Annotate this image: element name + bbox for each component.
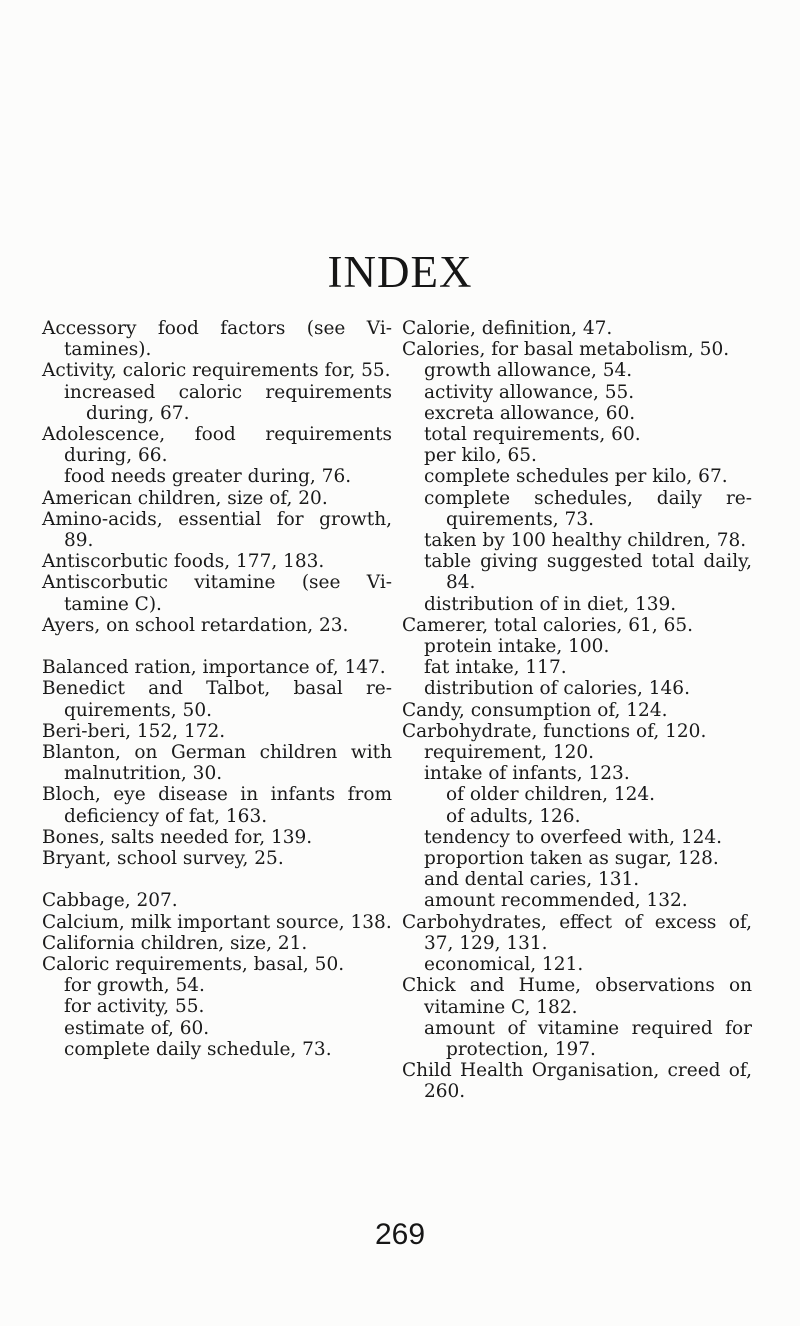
index-entry: Benedict and Talbot, basal re- quirements, 50. [42,678,392,721]
index-subentry: and dental caries, 131. [424,869,640,891]
index-entry: Carbohydrate, functions of, 120. [402,720,707,742]
index-subentry: protein intake, 100. [424,636,610,658]
index-subsubentry: of adults, 126. [446,805,581,827]
index-entry: Child Health Organisation, creed of, 260. [402,1060,752,1103]
index-entry: Beri-beri, 152, 172. [42,720,226,742]
index-entry: Bloch, eye disease in infants from deficiency of fat, 163. [42,784,392,827]
index-entry: Carbohydrates, effect of excess of, 37, 129, 131. [402,911,752,954]
index-entry: Adolescence, food requirements during, 66. [42,424,392,467]
index-subentry: proportion taken as sugar, 128. [424,848,719,870]
index-entry: Activity, caloric requirements for, 55. [42,360,391,382]
index-entry: Bryant, school survey, 25. [42,848,284,870]
left-index-column [42,318,392,1060]
index-subentry: economical, 121. [424,954,584,976]
index-entry: Amino-acids, essential for growth, 89. [42,508,392,552]
index-entry: American children, size of, 20. [42,487,328,509]
index-subentry: complete schedules per kilo, 67. [424,466,728,488]
index-entry: Cabbage, 207. [42,890,178,912]
index-subentry: growth allowance, 54. [424,360,633,382]
index-subentry: for growth, 54. [64,975,205,997]
index-subentry: distribution of in diet, 139. [424,593,677,615]
index-subentry: excreta allowance, 60. [424,402,636,424]
index-subentry: amount of vitamine required for protection, 197. [424,1017,752,1060]
right-index-column [402,318,752,1103]
index-subentry: per kilo, 65. [424,445,537,467]
index-subentry: requirement, 120. [424,742,595,764]
index-entry: Accessory food factors (see Vi- tamines). [42,318,392,361]
index-entry: Calcium, milk important source, 138. [42,911,392,933]
index-subentry: tendency to overfeed with, 124. [424,826,723,848]
index-subentry: increased caloric requirements during, 67. [64,381,392,424]
index-subsubentry: of older children, 124. [446,784,656,806]
index-subentry: total requirements, 60. [424,424,641,446]
index-subentry: complete daily schedule, 73. [64,1038,332,1060]
index-subentry: fat intake, 117. [424,657,567,679]
page-title: INDEX [327,247,473,297]
index-subentry: intake of infants, 123. [424,763,630,785]
index-entry: Bones, salts needed for, 139. [42,826,313,848]
index-entry: Calories, for basal metabolism, 50. [402,339,730,361]
index-subentry: estimate of, 60. [64,1017,210,1039]
index-subentry: distribution of calories, 146. [424,678,690,700]
index-entry: Chick and Hume, observations on vitamine C, 182. [402,975,752,1018]
index-entry: Caloric requirements, basal, 50. [42,954,345,976]
index-entry: Ayers, on school retardation, 23. [42,614,349,636]
index-subentry: amount recommended, 132. [424,890,688,912]
index-entry: Camerer, total calories, 61, 65. [402,614,694,636]
index-entry: California children, size, 21. [42,932,308,954]
index-subentry: complete schedules, daily re- quirements, 73. [424,487,752,530]
index-entry: Blanton, on German children with malnutrition, 30. [42,742,392,785]
index-entry: Balanced ration, importance of, 147. [42,657,386,679]
index-entry: Candy, consumption of, 124. [402,699,668,721]
index-subentry: taken by 100 healthy children, 78. [424,530,747,552]
index-subentry: food needs greater during, 76. [64,466,352,488]
index-entry: Antiscorbutic foods, 177, 183. [42,551,325,573]
index-subentry: activity allowance, 55. [424,381,635,403]
index-entry: Antiscorbutic vitamine (see Vi- tamine C). [42,572,392,615]
index-entry: Calorie, definition, 47. [402,318,613,339]
index-subentry: for activity, 55. [64,996,205,1018]
page-number: 269 [374,1218,426,1251]
index-subentry: table giving suggested total daily, 84. [424,551,752,594]
